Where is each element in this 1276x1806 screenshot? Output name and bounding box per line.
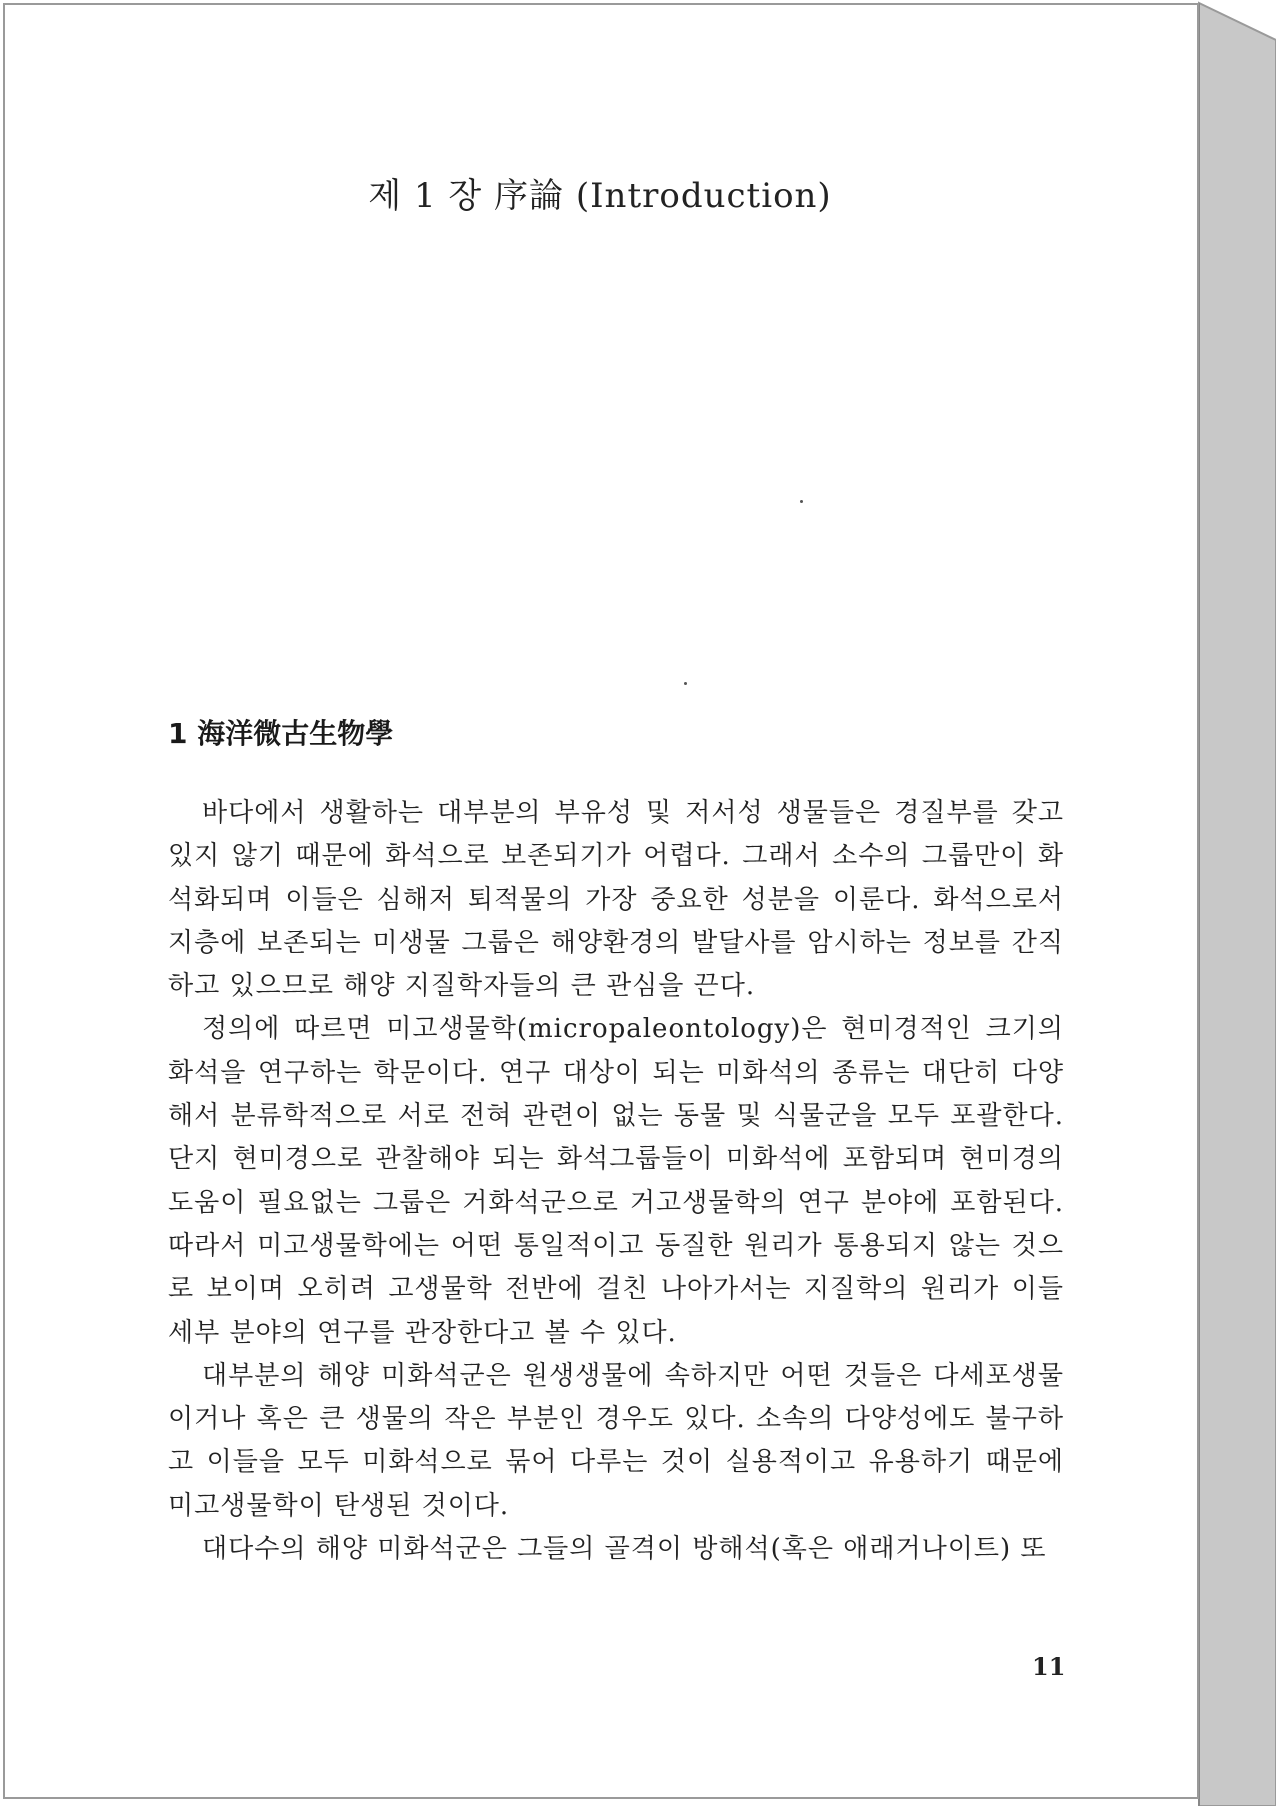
- paragraph: 대다수의 해양 미화석군은 그들의 골격이 방해석(혹은 애래거나이트) 또: [202, 1534, 1047, 1565]
- page-number: 11: [1032, 1652, 1066, 1681]
- paragraph: 정의에 따르면 미고생물학(micropaleontology)은 현미경적인 크기의 화석을 연구하는 학문이다. 연구 대상이 되는 미화석의 종류는 대단히 다양해서 분류학적으로 서로 전혀 관련이 없는 동물 및 식물군을 모두 포괄한다. 단지 현미경으로 관찰해야 되는 화석그룹들이 미화석에 포함되며 현미경의 도움이 필요없는 그룹은 거화석군으로 거고생물학의 연구 분야에 포함된다. 따라서 미고생물학에는 어떤 통일적이고 동질한 원리가 통용되지 않는 것으로 보이며 오히려 고생물학 전반에 걸친 나아가서는 지질학의 원리가 이들 세부 분야의 연구를 관장한다고 볼 수 있다.: [168, 1014, 1064, 1348]
- print-speck: [684, 682, 687, 685]
- chapter-title: 제 1 장 序論 (Introduction): [368, 176, 832, 216]
- section-heading: 1 海洋微古生物學: [168, 717, 394, 750]
- body-text: [168, 792, 1064, 1571]
- paragraph: 바다에서 생활하는 대부분의 부유성 및 저서성 생물들은 경질부를 갖고 있지 않기 때문에 화석으로 보존되기가 어렵다. 그래서 소수의 그룹만이 화석화되며 이들은 심해저 퇴적물의 가장 중요한 성분을 이룬다. 화석으로서 지층에 보존되는 미생물 그룹은 해양환경의 발달사를 암시하는 정보를 간직하고 있으므로 해양 지질학자들의 큰 관심을 끈다.: [168, 798, 1064, 1002]
- paragraph: 대부분의 해양 미화석군은 원생생물에 속하지만 어떤 것들은 다세포생물이거나 혹은 큰 생물의 작은 부분인 경우도 있다. 소속의 다양성에도 불구하고 이들을 모두 미화석으로 묶어 다루는 것이 실용적이고 유용하기 때문에 미고생물학이 탄생된 것이다.: [168, 1360, 1064, 1521]
- print-speck: [800, 500, 803, 503]
